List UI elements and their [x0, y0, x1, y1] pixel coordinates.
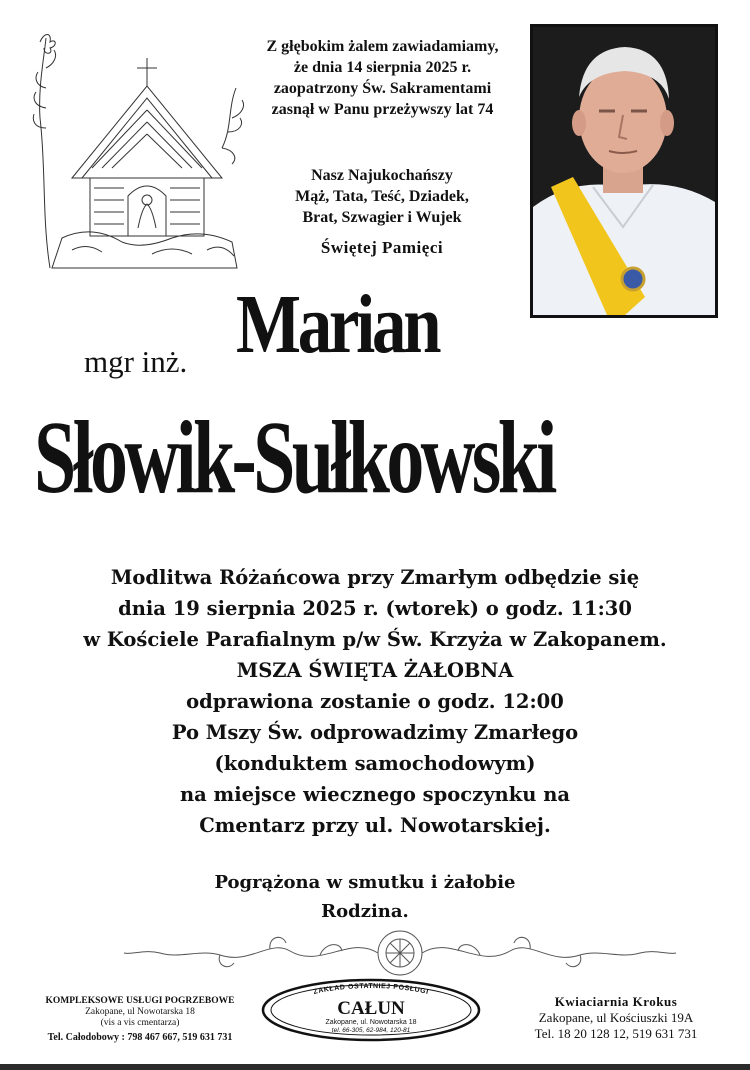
intro-line: Z głębokim żalem zawiadamiamy,: [266, 38, 499, 55]
chapel-sketch-image: [32, 28, 247, 273]
relation-line: Nasz Najukochańszy: [311, 167, 453, 184]
funeral-company-address: Zakopane, ul Nowotarska 18: [85, 1007, 195, 1017]
logo-name: CAŁUN: [337, 998, 405, 1019]
relation-line: Mąż, Tata, Teść, Dziadek,: [295, 188, 469, 205]
florist-phone: Tel. 18 20 128 12, 519 631 731: [534, 1026, 698, 1041]
closing-text: [130, 868, 600, 926]
florist-name: Kwiaciarnia Krokus: [554, 994, 678, 1009]
academic-title: mgr inż.: [84, 344, 188, 379]
family-relations-text: [262, 165, 502, 228]
florist-address: Zakopane, ul Kościuszki 19A: [538, 1010, 694, 1025]
ceremony-line: Po Mszy Św. odprowadzimy Zmarłego: [171, 721, 579, 744]
ceremony-line: odprawiona zostanie o godz. 12:00: [186, 690, 564, 713]
calun-logo: [260, 978, 482, 1042]
logo-address: Zakopane, ul. Nowotarska 18: [325, 1019, 417, 1026]
funeral-company-note: (vis a vis cmentarza): [100, 1018, 180, 1028]
funeral-company-phone: Tel. Całodobowy : 798 467 667, 519 631 731: [47, 1032, 233, 1043]
ceremony-line: Cmentarz przy ul. Nowotarskiej.: [199, 814, 551, 837]
ceremony-line: w Kościele Parafialnym p/w Św. Krzyża w Zakopanem.: [83, 628, 667, 651]
ceremony-line: MSZA ŚWIĘTA ŻAŁOBNA: [236, 659, 514, 682]
ceremony-line: na miejsce wiecznego spoczynku na: [179, 783, 571, 806]
ceremony-details: [20, 562, 730, 841]
ceremony-line: (konduktem samochodowym): [214, 752, 536, 775]
intro-line: zasnął w Panu przeżywszy lat 74: [271, 101, 494, 118]
family-signature: Rodzina.: [321, 901, 409, 922]
deceased-portrait-photo: [530, 24, 718, 318]
florist-info: [496, 994, 736, 1042]
funeral-services-info: [20, 996, 260, 1043]
memory-heading: Świętej Pamięci: [320, 238, 444, 257]
deceased-surname: Słowik-Sułkowski: [34, 400, 554, 515]
ceremony-line: Modlitwa Różańcowa przy Zmarłym odbędzie się: [110, 566, 640, 589]
ceremony-line: dnia 19 sierpnia 2025 r. (wtorek) o godz. 11:30: [118, 597, 632, 620]
funeral-company-name: KOMPLEKSOWE USŁUGI POGRZEBOWE: [45, 996, 235, 1006]
logo-phones: tel. 66-305, 62-984, 120-81: [331, 1027, 411, 1034]
logo-arc-text: ZAKŁAD OSTATNIEJ POSŁUGI: [312, 982, 430, 997]
intro-line: zaopatrzony Św. Sakramentami: [273, 80, 492, 97]
death-announcement-text: [240, 36, 525, 120]
bottom-edge-bar: [0, 1064, 750, 1070]
mourning-line: Pogrążona w smutku i żałobie: [214, 872, 516, 893]
floral-ornament-divider: [120, 925, 680, 983]
relation-line: Brat, Szwagier i Wujek: [302, 209, 462, 226]
deceased-first-name: Marian: [236, 278, 439, 371]
intro-line: że dnia 14 sierpnia 2025 r.: [293, 59, 472, 76]
